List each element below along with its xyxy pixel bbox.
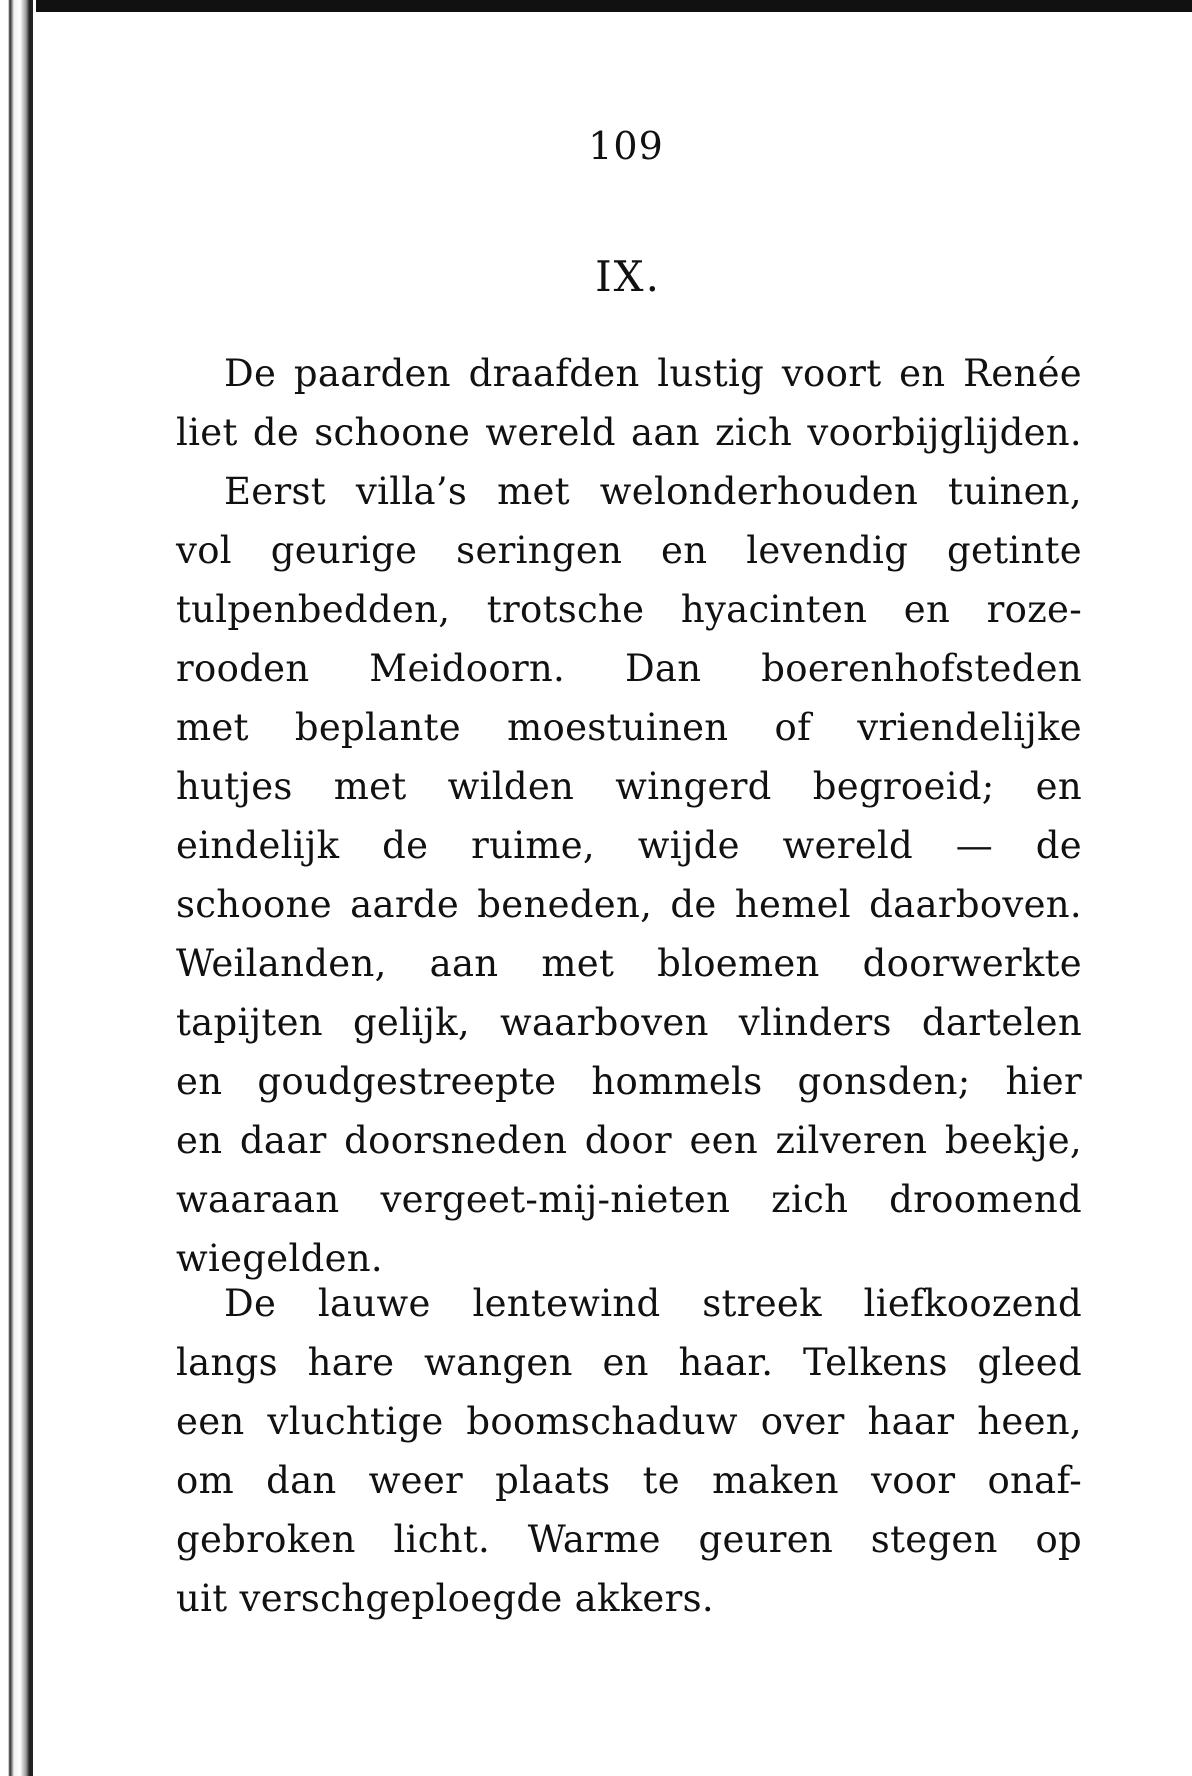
paragraph-line: schoone aarde beneden, de hemel daarboven. xyxy=(176,883,1082,926)
page-top-edge xyxy=(36,0,1192,12)
paragraph-line: Eerst villa’s met welonderhouden tuinen, xyxy=(224,470,1082,513)
paragraph-line: Weilanden, aan met bloemen doorwerkte xyxy=(176,942,1082,985)
paragraph-line: De lauwe lentewind streek liefkoozend xyxy=(224,1282,1082,1325)
paragraph-2 xyxy=(176,1274,1082,1628)
book-page xyxy=(36,12,1192,1776)
paragraph-line: liet de schoone wereld aan zich voorbijglijden. xyxy=(176,411,1082,454)
paragraph-line: uit verschgeploegde akkers. xyxy=(176,1577,714,1620)
page-edge-line xyxy=(30,0,33,1776)
page-number xyxy=(36,124,1192,168)
paragraph-line: hutjes met wilden wingerd begroeid; en xyxy=(176,765,1082,808)
paragraph-line: tapijten gelijk, waarboven vlinders dartelen xyxy=(176,1001,1082,1044)
paragraph-line: met beplante moestuinen of vriendelijke xyxy=(176,706,1082,749)
paragraph-line: gebroken licht. Warme geuren stegen op xyxy=(176,1518,1082,1561)
paragraph-line: om dan weer plaats te maken voor onaf- xyxy=(176,1459,1082,1502)
page-binding-edge xyxy=(0,0,30,1776)
paragraph-line: rooden Meidoorn. Dan boerenhofsteden xyxy=(176,647,1082,690)
chapter-heading xyxy=(36,252,1192,301)
paragraph-line: wiegelden. xyxy=(176,1237,383,1280)
paragraph-line: vol geurige seringen en levendig getinte xyxy=(176,529,1082,572)
paragraph-line: eindelijk de ruime, wijde wereld — de xyxy=(176,824,1082,867)
paragraph-1 xyxy=(176,344,1082,1288)
paragraph-line: en daar doorsneden door een zilveren beekje, xyxy=(176,1119,1082,1162)
paragraph-line: waaraan vergeet-mij-nieten zich droomend xyxy=(176,1178,1082,1221)
paragraph-line: en goudgestreepte hommels gonsden; hier xyxy=(176,1060,1082,1103)
paragraph-line: tulpenbedden, trotsche hyacinten en roze- xyxy=(176,588,1082,631)
paragraph-line: De paarden draafden lustig voort en Renée xyxy=(224,352,1082,395)
paragraph-line: langs hare wangen en haar. Telkens gleed xyxy=(176,1341,1082,1384)
chapter-heading-text: IX. xyxy=(595,252,661,301)
page-number-text: 109 xyxy=(588,124,664,168)
paragraph-line: een vluchtige boomschaduw over haar heen, xyxy=(176,1400,1082,1443)
